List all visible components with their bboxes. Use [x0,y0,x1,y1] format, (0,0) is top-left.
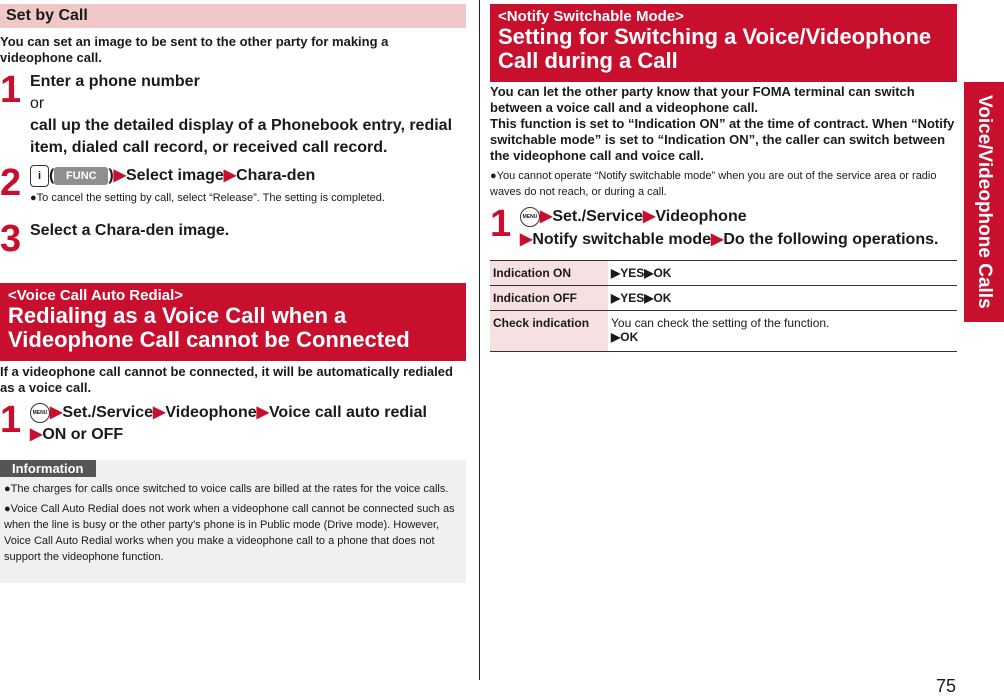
notify-step1-t4: Do the following operations. [723,231,939,248]
step1-line1: Enter a phone number [30,73,200,90]
section-heading-redial [0,283,466,361]
section-heading-set-by-call [0,4,466,28]
redial-step1-t4: ON or OFF [42,426,124,443]
paren-close: ) [108,167,114,185]
redial-step1-t1: Set./Service [62,404,154,421]
step-number: 3 [0,218,22,260]
redial-intro: If a videophone call cannot be connected, it will be automatically redialed as a voice call. [0,364,453,395]
redial-title: Redialing as a Voice Call when a Videophone Call cannot be Connected [8,303,410,352]
notify-step1-t1: Set./Service [552,208,644,225]
notify-title: Setting for Switching a Voice/Videophone Call during a Call [498,24,932,73]
paren-open: ( [49,167,55,185]
step-number: 1 [0,69,22,111]
notify-step1 [520,205,960,251]
row-value: You can check the setting of the function. [611,316,830,330]
step3-text: Select a Chara-den image. [30,222,230,239]
step2-note: ●To cancel the setting by call, select “Release”. The setting is completed. [30,192,385,204]
arrow-icon: ▶ [153,404,166,421]
info-item: ●Voice Call Auto Redial does not work when a videophone call cannot be connected such as when the line is busy or the other party’s phone is in Public mode (Drive mode). However, Voice Call Auto Redial works when you make a videophone call to a phone that does not support the videophone function. [4,503,455,563]
arrow-icon: ▶ [50,404,63,421]
step-number: 2 [0,162,22,204]
page-number: 75 [936,676,957,696]
notify-step1-t2: Videophone [655,208,747,225]
set-by-call-intro: You can set an image to be sent to the other party for making a videophone call. [0,34,389,65]
table-row [490,261,957,286]
step1-line2: call up the detailed display of a Phonebook entry, redial item, dialed call record, or received call record. [30,117,453,156]
row-value: ▶YES▶OK [608,286,957,311]
column-divider [479,0,480,680]
i-mode-key-icon: i [30,165,49,187]
heading-text: Set by Call [6,7,88,24]
redial-step1 [30,402,466,446]
redial-step1-t2: Videophone [165,404,257,421]
notify-note: ●You cannot operate “Notify switchable mode” when you are out of the service area or radio waves do not reach, or during a call. [490,170,937,198]
step2-text2: Chara-den [236,167,316,185]
redial-step1-t3: Voice call auto redial [268,404,427,421]
notify-intro: You can let the other party know that your FOMA terminal can switch between a voice call and a videophone call. This function is set to “Indication ON” at the time of contract. When “Notify switchable mode” is set to “Indication ON”, the caller can switch between the videophone call and voice call. [490,84,955,163]
arrow-icon: ▶ [113,167,126,185]
row-value: ▶YES▶OK [608,261,957,286]
arrow-icon: ▶ [223,167,237,185]
operations-table [490,260,957,352]
row-label: Indication ON [490,261,608,286]
row-label: Indication OFF [490,286,608,311]
arrow-icon: ▶ [643,208,656,225]
step-number: 1 [490,203,512,245]
section-heading-notify [490,4,957,82]
info-item: ●The charges for calls once switched to voice calls are billed at the rates for the voice calls. [4,483,449,495]
row-value-2: ▶OK [611,330,639,344]
redial-sub: <Voice Call Auto Redial> [8,287,184,304]
arrow-icon: ▶ [30,426,43,443]
table-row [490,311,957,352]
table-row [490,286,957,311]
arrow-icon: ▶ [520,231,533,248]
arrow-icon: ▶ [540,208,553,225]
step2-line [30,165,466,187]
notify-sub: <Notify Switchable Mode> [498,8,684,25]
menu-key-icon: MENU [520,207,540,227]
step1-or: or [30,95,45,112]
step-number: 1 [0,399,22,441]
step2-text1: Select image [125,167,224,185]
information-tab: Information [0,460,96,477]
row-value-cell [608,311,957,352]
row-label: Check indication [490,311,608,352]
side-tab-text: Voice/Videophone Calls [964,82,1004,322]
side-chapter-tab [964,82,1004,682]
arrow-icon: ▶ [256,404,269,421]
information-panel [0,460,466,583]
arrow-icon: ▶ [711,231,724,248]
func-key-icon: FUNC [54,167,108,185]
notify-step1-t3: Notify switchable mode [532,231,712,248]
menu-key-icon: MENU [30,403,50,423]
